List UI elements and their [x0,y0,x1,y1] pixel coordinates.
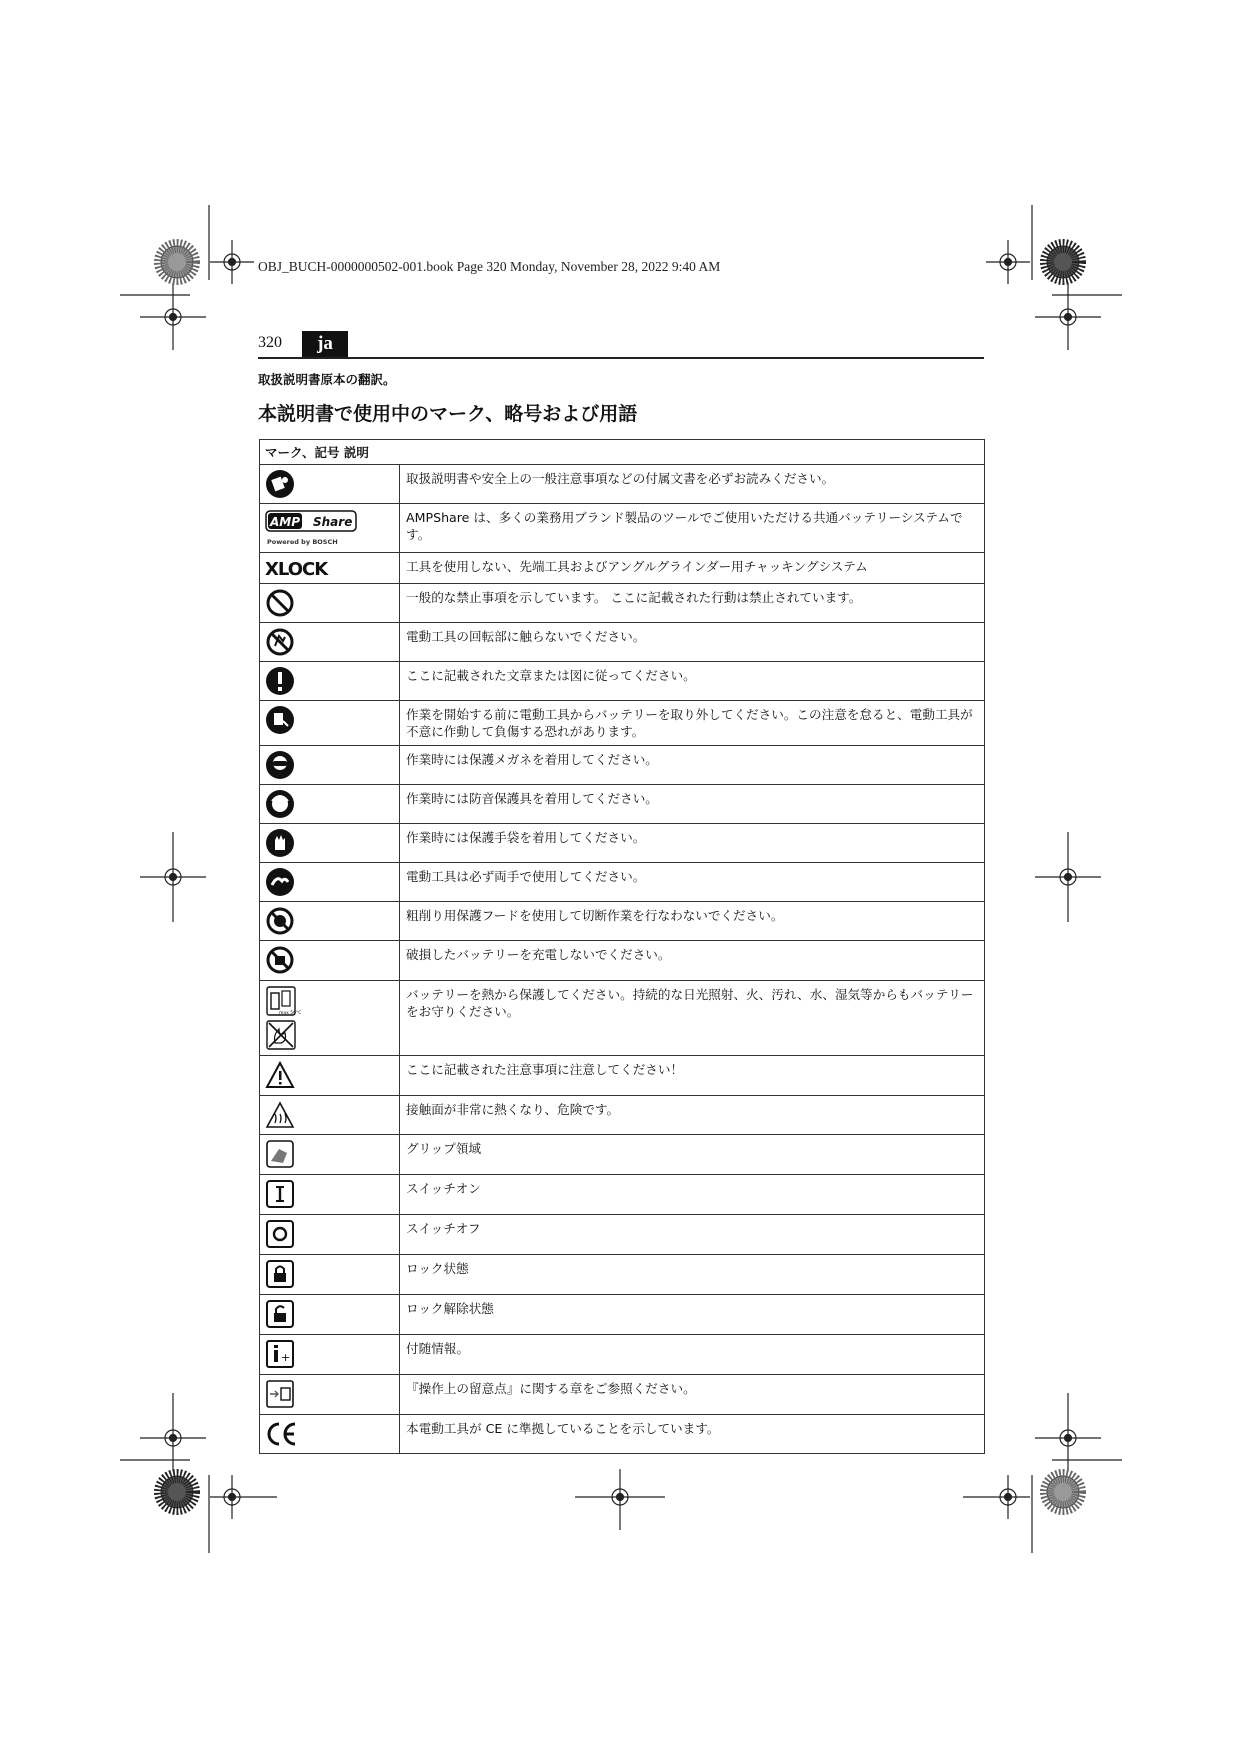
header-cell [260,440,985,465]
symbol-cell [260,701,400,746]
description-cell: 作業時には保護手袋を着用してください。 [400,824,985,863]
safety-goggles-icon [265,750,399,784]
table-row [260,1096,985,1135]
table-row [260,584,985,623]
table-row [260,1255,985,1295]
description-cell: グリップ領域 [400,1135,985,1175]
description-cell: 『操作上の留意点』に関する章をご参照ください。 [400,1375,985,1415]
symbol-cell [260,1056,400,1096]
symbol-cell [260,1096,400,1135]
xlock-logo-text: XLOCK [265,559,328,580]
symbol-cell [260,1295,400,1335]
table-row [260,662,985,701]
warning-triangle-icon [265,1060,399,1094]
symbol-cell [260,1215,400,1255]
prohibition-icon [265,588,399,622]
unlocked-icon [265,1299,399,1333]
symbol-cell [260,1175,400,1215]
table-row [260,1415,985,1454]
description-cell: 電動工具は必ず両手で使用してください。 [400,863,985,902]
description-cell: スイッチオフ [400,1215,985,1255]
table-row [260,1375,985,1415]
description-cell: 接触面が非常に熱くなり、危険です。 [400,1096,985,1135]
symbol-cell [260,662,400,701]
symbol-cell [260,1335,400,1375]
symbol-cell [260,902,400,941]
file-info: OBJ_BUCH-0000000502-001.book Page 320 Monday, November 28, 2022 9:40 AM [258,259,721,274]
protective-gloves-icon [265,828,399,862]
description-cell: 工具を使用しない、先端工具およびアングルグラインダー用チャッキングシステム [400,553,985,584]
symbol-cell [260,504,400,553]
table-row [260,504,985,553]
page-number: 320 [258,334,282,351]
table-row [260,981,985,1056]
description-cell: 一般的な禁止事項を示しています。 ここに記載された行動は禁止されています。 [400,584,985,623]
svg-text:+: + [281,1351,291,1364]
ear-protection-icon [265,789,399,823]
switch-on-icon [265,1179,399,1213]
table-row [260,1295,985,1335]
header-symbol: マーク、記号 [265,445,340,460]
symbol-cell [260,623,400,662]
ampshare-logo [265,508,399,552]
read-manual-icon [265,469,399,503]
table-row [260,902,985,941]
grip-area-icon [265,1139,399,1173]
table-header [260,440,985,465]
symbol-cell [260,1135,400,1175]
symbol-cell [260,1375,400,1415]
ce-mark-icon [265,1419,399,1453]
description-cell: AMPShare は、多くの業務用ブランド製品のツールでご使用いただける共通バッテリーシステムです。 [400,504,985,553]
description-cell: 作業を開始する前に電動工具からバッテリーを取り外してください。この注意を怠ると、電動工具が不意に作動して負傷する恐れがあります。 [400,701,985,746]
no-cutting-with-guard-icon [265,906,399,940]
symbol-cell [260,981,400,1056]
description-cell: 本電動工具が CE に準拠していることを示しています。 [400,1415,985,1454]
description-cell: 取扱説明書や安全上の一般注意事項などの付属文書を必ずお読みください。 [400,465,985,504]
description-cell: 作業時には保護メガネを着用してください。 [400,746,985,785]
hot-surface-icon [265,1100,399,1134]
table-row [260,941,985,981]
table-row [260,1215,985,1255]
page-title: 本説明書で使用中のマーク、略号および用語 [258,403,638,425]
table-row [260,1335,985,1375]
symbol-cell [260,1255,400,1295]
switch-off-icon [265,1219,399,1253]
table-row [260,701,985,746]
table-row [260,785,985,824]
xlock-logo [265,557,399,583]
remove-battery-icon [265,705,399,739]
description-cell: 破損したバッテリーを充電しないでください。 [400,941,985,981]
table-row [260,1135,985,1175]
description-cell: 電動工具の回転部に触らないでください。 [400,623,985,662]
table-row [260,1175,985,1215]
table-row [260,863,985,902]
ampshare-logo-sub: Powered by BOSCH [267,538,338,546]
two-hands-icon [265,867,399,901]
table-row [260,623,985,662]
symbol-cell [260,824,400,863]
table-row [260,824,985,863]
table-row [260,465,985,504]
translation-note: 取扱説明書原本の翻訳。 [258,372,396,387]
no-charge-damaged-battery-icon [265,945,399,979]
additional-info-icon [265,1339,399,1373]
symbols-table [259,439,985,1454]
svg-text:Share: Share [313,515,353,529]
symbol-cell [260,1415,400,1454]
description-cell: ロック状態 [400,1255,985,1295]
header-rule [258,357,984,359]
description-cell: ここに記載された注意事項に注意してください！ [400,1056,985,1096]
battery-temp-label: max 50°C [279,1011,302,1016]
table-row [260,1056,985,1096]
symbol-cell [260,584,400,623]
no-touch-rotating-icon [265,627,399,661]
symbol-cell [260,941,400,981]
symbol-cell [260,863,400,902]
description-cell: 付随情報。 [400,1335,985,1375]
table-row [260,746,985,785]
battery-heat-protection-icon [265,985,399,1055]
symbol-cell [260,465,400,504]
ampshare-logo-text: AMP [270,515,301,529]
table-row [260,553,985,584]
locked-icon [265,1259,399,1293]
description-cell: バッテリーを熱から保護してください。持続的な日光照射、火、汚れ、水、湿気等からもバッテリーをお守りください。 [400,981,985,1056]
description-cell: スイッチオン [400,1175,985,1215]
description-cell: ロック解除状態 [400,1295,985,1335]
symbol-cell [260,785,400,824]
symbol-cell [260,553,400,584]
refer-chapter-icon [265,1379,399,1413]
description-cell: 粗削り用保護フードを使用して切断作業を行なわないでください。 [400,902,985,941]
description-cell: 作業時には防音保護具を着用してください。 [400,785,985,824]
header-desc: 説明 [343,445,369,460]
language-tab: ja [302,331,348,357]
description-cell: ここに記載された文章または図に従ってください。 [400,662,985,701]
mandatory-exclamation-icon [265,666,399,700]
symbol-cell [260,746,400,785]
